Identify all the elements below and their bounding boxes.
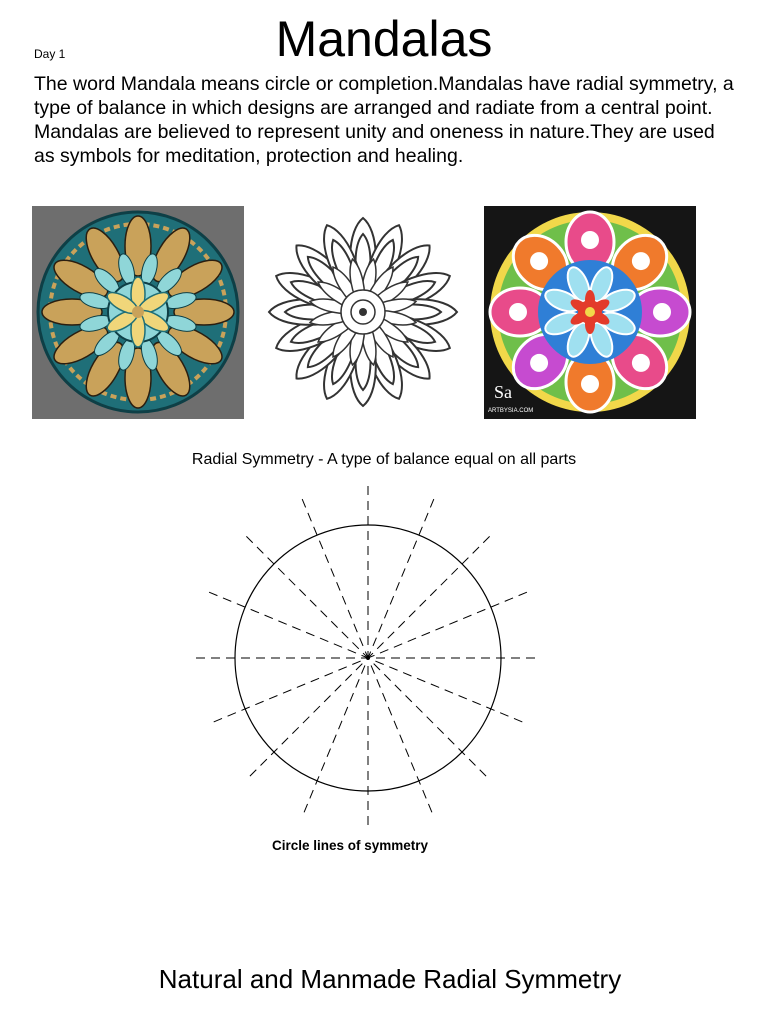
- diagram-caption: Circle lines of symmetry: [272, 838, 429, 853]
- diagram-heading: Radial Symmetry - A type of balance equal on all parts: [191, 451, 577, 468]
- mandala-image-colorful: [484, 206, 696, 419]
- watermark-mark: Sa: [494, 382, 512, 402]
- intro-paragraph: The word Mandala means circle or completion.Mandalas have radial symmetry, a type of balance in which designs are arranged and radiate from a central point. Mandalas are believed to represent unity and oneness in nature.They are used as symbols for meditation, protection and healing.: [34, 73, 734, 167]
- mandala-image-outline: [264, 212, 462, 412]
- mandala-image-teal: [32, 206, 244, 419]
- symmetry-diagram: [195, 478, 565, 838]
- day-label: Day 1: [34, 47, 66, 61]
- section-heading: Natural and Manmade Radial Symmetry: [158, 964, 622, 994]
- watermark-url: ARTBYSIA.COM: [488, 408, 534, 414]
- page-title: Mandalas: [275, 11, 493, 67]
